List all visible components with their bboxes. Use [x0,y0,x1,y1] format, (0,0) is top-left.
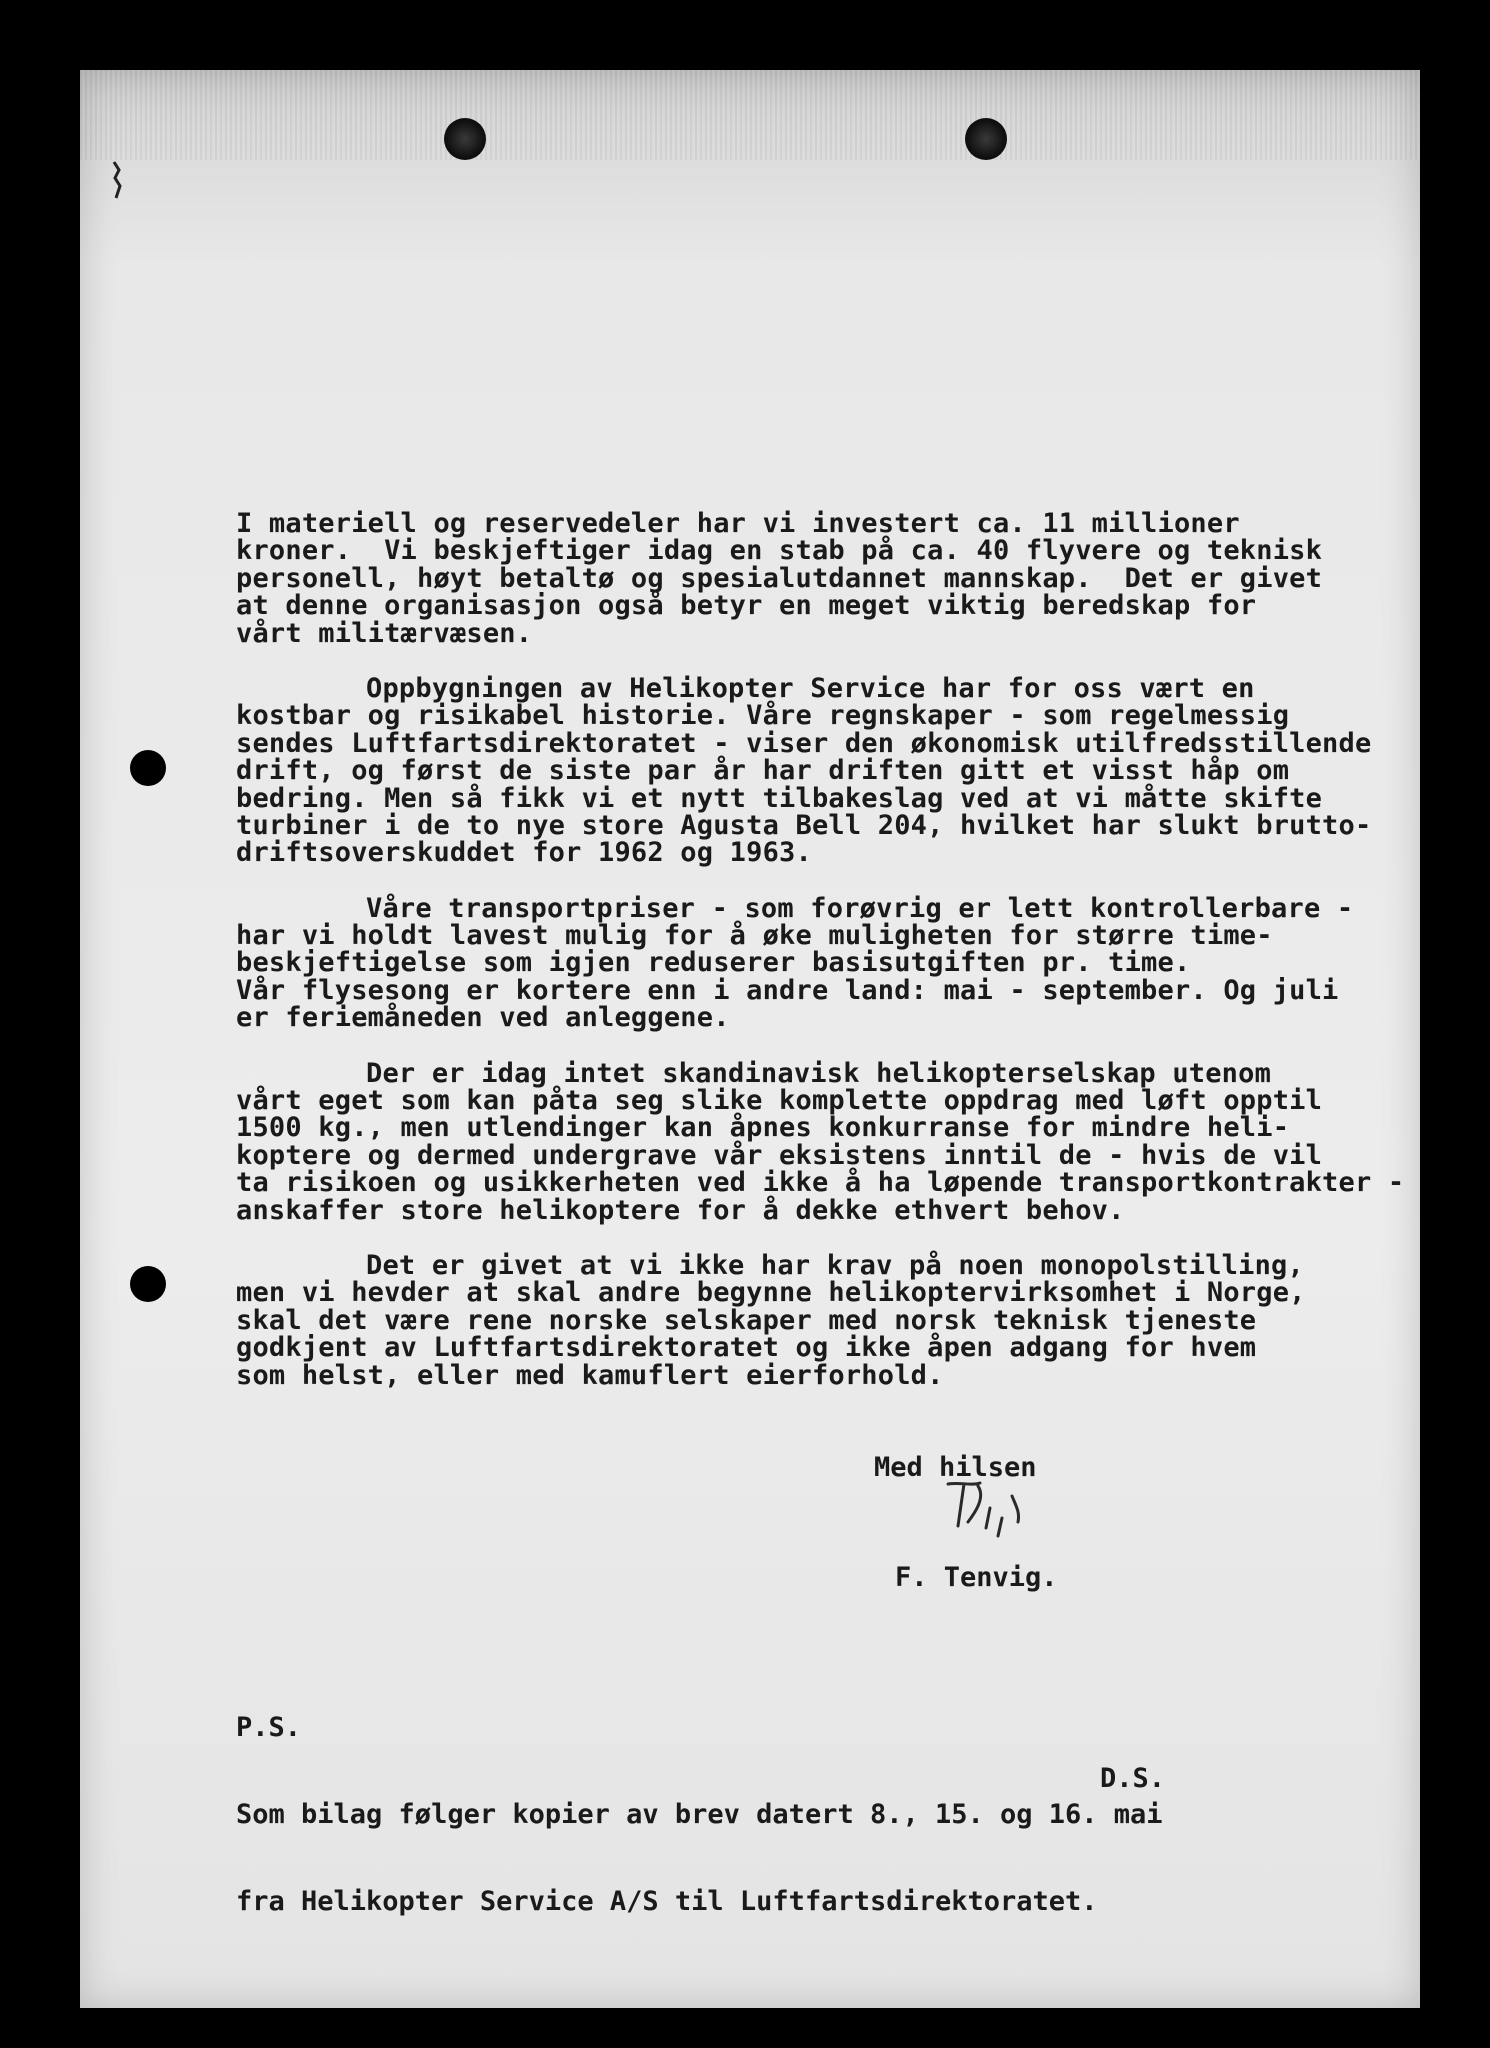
paragraph-gap [236,647,1416,675]
letter-line: ta risikoen og usikkerheten ved ikke å ha løpende transportkontrakter - [236,1167,1405,1199]
ps-line: fra Helikopter Service A/S til Luftfartsdirektoratet. [236,1886,1098,1917]
letter-line: anskaffer store helikoptere for å dekke ethvert behov. [236,1194,1125,1226]
ps-label: P.S. [236,1712,302,1743]
letter-line: 1500 kg., men utlendinger kan åpnes konkurranse for mindre heli- [236,1112,1290,1144]
postscript [236,1655,1166,1945]
ds-label: D.S. [1100,1763,1166,1794]
margin-mark [110,160,124,200]
ps-line: Som bilag følger kopier av brev datert 8., 15. og 16. mai [236,1799,1163,1830]
letter-line: bedring. Men så fikk vi et nytt tilbakeslag ved at vi måtte skifte [236,782,1323,814]
paragraph-gap [236,867,1416,895]
letter-line: turbiner i de to nye store Agusta Bell 204, hvilket har slukt brutto- [236,809,1372,841]
letter-line: kostbar og risikabel historie. Våre regnskaper - som regelmessig [236,700,1290,732]
signer-name: F. Tenvig. [895,1562,1058,1593]
letter-line: sendes Luftfartsdirektoratet - viser den økonomisk utilfredsstillende [236,727,1372,759]
punch-hole-left-upper [130,750,166,786]
letter-line: vårt eget som kan påta seg slike komplette oppdrag med løft opptil [236,1085,1323,1117]
letter-line: driftsoverskuddet for 1962 og 1963. [236,837,812,869]
letter-line: drift, og først de siste par år har driften gitt et visst håp om [236,755,1290,787]
letter-line: vårt militærvæsen. [236,617,533,649]
letter-line: Det er givet at vi ikke har krav på noen monopolstilling, [366,1249,1304,1281]
letter-line: at denne organisasjon også betyr en meget viktig beredskap for [236,590,1257,622]
letter-line: skal det være rene norske selskaper med norsk teknisk tjeneste [236,1304,1257,1336]
letter-line: beskjeftigelse som igjen reduserer basisutgiften pr. time. [236,947,1191,979]
punch-hole-top-left [444,118,486,160]
letter-line: personell, høyt betaltø og spesialutdannet mannskap. Det er givet [236,562,1323,594]
letter-line: Våre transportpriser - som forøvrig er lett kontrollerbare - [366,892,1354,924]
paragraph-gap [236,1032,1416,1060]
letter-line: Oppbygningen av Helikopter Service har for oss vært en [366,672,1255,704]
punch-hole-top-right [965,118,1007,160]
letter-line: men vi hevder at skal andre begynne helikoptervirksomhet i Norge, [236,1277,1306,1309]
closing-greeting: Med hilsen [874,1452,1037,1483]
paragraph-gap [236,1224,1416,1252]
letter-line: Der er idag intet skandinavisk helikopterselskap utenom [366,1057,1272,1089]
letter-line: er feriemåneden ved anleggene. [236,1002,730,1034]
letter-line: I materiell og reservedeler har vi investert ca. 11 millioner [236,508,1240,539]
letter-line: kroner. Vi beskjeftiger idag en stab på ca. 40 flyvere og teknisk [236,535,1323,567]
handwritten-signature [920,1478,1040,1548]
punch-hole-left-lower [130,1266,166,1302]
letter-line: Vår flysesong er kortere enn i andre land: mai - september. Og juli [236,974,1339,1006]
letter-line: koptere og dermed undergrave vår eksistens inntil de - hvis de vil [236,1139,1323,1171]
letter-body [236,510,1416,1389]
letter-line: har vi holdt lavest mulig for å øke muligheten for større time- [236,920,1273,952]
letter-line: som helst, eller med kamuflert eierforhold. [236,1359,944,1391]
letter-line: godkjent av Luftfartsdirektoratet og ikke åpen adgang for hvem [236,1332,1257,1364]
